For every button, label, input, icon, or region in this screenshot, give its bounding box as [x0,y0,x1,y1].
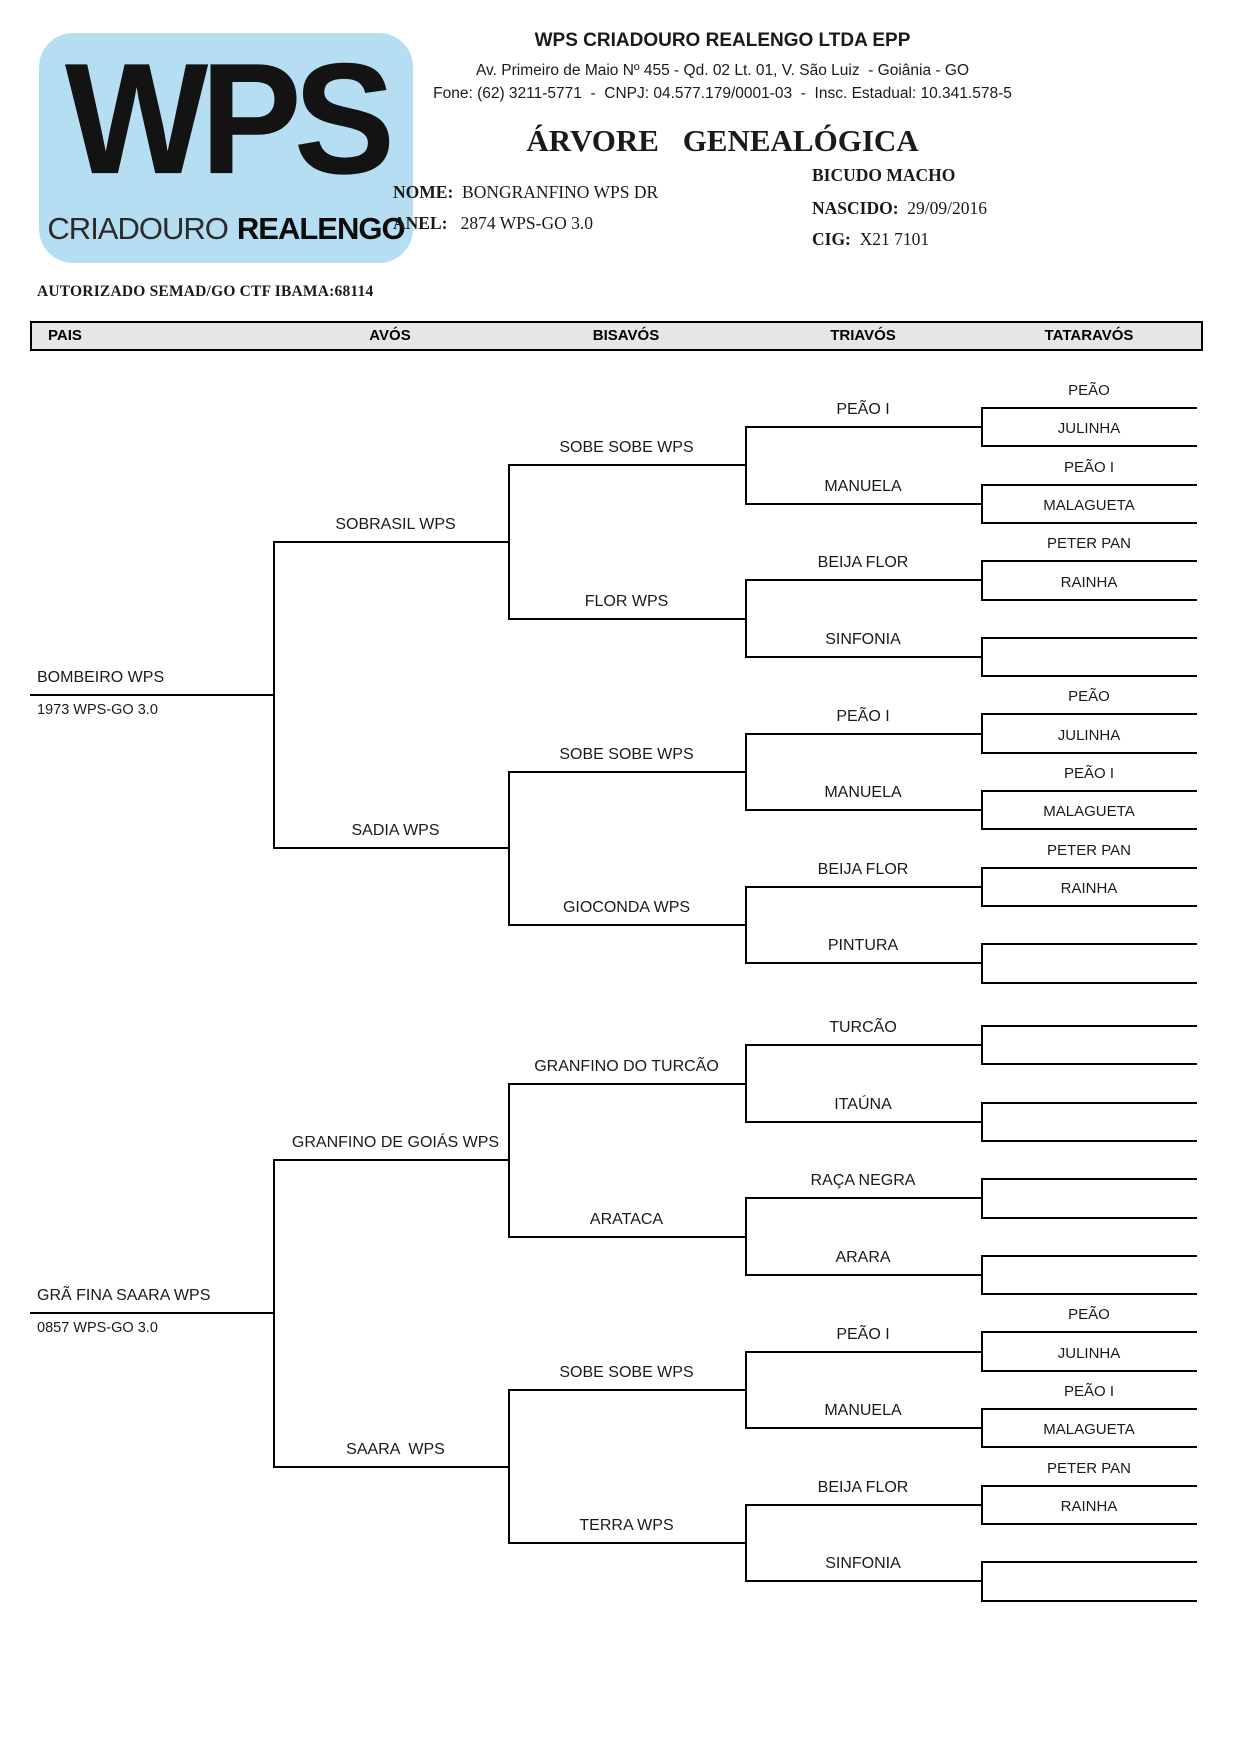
pedigree-hline [508,1542,745,1544]
bisavos-name: ARATACA [589,1210,664,1228]
pedigree-vline [508,1389,510,1544]
pedigree-vline [981,1255,983,1295]
bisavos-name: SOBE SOBE WPS [559,439,694,457]
tataravos-name: PETER PAN [1047,1459,1131,1477]
pedigree-hline [981,1600,1197,1602]
pedigree-hline [745,1044,981,1046]
tataravos-name: JULINHA [1057,1344,1121,1362]
pedigree-vline [981,1485,983,1525]
document-title: ÁRVORE GENEALÓGICA [526,123,919,158]
tataravos-name: PEÃO [1068,688,1110,706]
column-header-bisavos: BISAVÓS [592,327,660,344]
tataravos-name: RAINHA [1060,1497,1118,1515]
pedigree-hline [981,790,1197,792]
pedigree-hline [981,1408,1197,1410]
pedigree-hline [508,618,745,620]
triavos-name: PINTURA [827,937,899,955]
triavos-name: BEIJA FLOR [817,1478,909,1496]
pedigree-hline [508,1083,745,1085]
pedigree-vline [508,771,510,926]
pedigree-hline [981,522,1197,524]
pedigree-hline [981,675,1197,677]
nascido-value: 29/09/2016 [907,198,988,218]
pedigree-vline [745,886,747,965]
pedigree-hline [745,1580,981,1582]
triavos-name: PEÃO I [836,1325,890,1343]
pedigree-vline [981,713,983,753]
pedigree-hline [508,1236,745,1238]
pedigree-hline [30,1312,273,1314]
company-contact-line: Fone: (62) 3211-5771 - CNPJ: 04.577.179/0001-03 - Insc. Estadual: 10.341.578-5 [433,85,1012,102]
logo-subtitle-realengo: REALENGO [236,211,405,246]
bisavos-name: TERRA WPS [579,1517,674,1534]
pedigree-hline [273,847,508,849]
triavos-name: BEIJA FLOR [817,554,909,572]
pedigree-hline [981,560,1197,562]
bisavos-name: SOBE SOBE WPS [559,745,694,763]
pedigree-hline [981,1293,1197,1295]
pedigree-vline [745,426,747,505]
tataravos-name: RAINHA [1060,573,1118,591]
pedigree-vline [745,1504,747,1583]
pedigree-hline [745,962,981,964]
pedigree-hline [981,1561,1197,1563]
pedigree-hline [981,752,1197,754]
column-header-pais: PAIS [48,327,82,344]
pedigree-vline [981,484,983,524]
pedigree-vline [981,1408,983,1448]
ring-number: 0857 WPS-GO 3.0 [37,1320,158,1337]
tataravos-name: MALAGUETA [1043,496,1135,514]
pedigree-hline [745,733,981,735]
pedigree-hline [981,1025,1197,1027]
cig-value: X21 7101 [859,229,930,249]
tataravos-name: PEÃO I [1063,458,1115,476]
pedigree-hline [981,1102,1197,1104]
anel-value: 2874 WPS-GO 3.0 [460,213,593,233]
bisavos-name: SOBE SOBE WPS [559,1363,694,1381]
tataravos-name: PEÃO [1068,1306,1110,1324]
pais-name: BOMBEIRO WPS [37,669,165,687]
pedigree-hline [745,1351,981,1353]
pedigree-hline [273,541,508,543]
pedigree-hline [745,1197,981,1199]
pedigree-vline [745,1351,747,1430]
pedigree-hline [745,579,981,581]
pedigree-vline [508,464,510,619]
pedigree-hline [508,771,745,773]
company-address: Av. Primeiro de Maio Nº 455 - Qd. 02 Lt. 01, V. São Luiz - Goiânia - GO [476,62,969,79]
pedigree-vline [745,1044,747,1123]
pedigree-vline [981,867,983,907]
pedigree-hline [508,924,745,926]
pedigree-hline [273,1466,508,1468]
triavos-name: SINFONIA [825,630,901,648]
avos-name: SADIA WPS [351,822,440,840]
pedigree-hline [981,713,1197,715]
tataravos-name: MALAGUETA [1043,803,1135,821]
pedigree-hline [745,426,981,428]
pedigree-hline [745,503,981,505]
logo-subtitle-criadouro: CRIADOURO [47,211,228,246]
pedigree-vline [981,1561,983,1601]
company-name: WPS CRIADOURO REALENGO LTDA EPP [534,30,911,51]
species-sex: BICUDO MACHO [812,165,956,185]
tataravos-name: PETER PAN [1047,535,1131,553]
tataravos-name: RAINHA [1060,879,1118,897]
pais-name: GRÃ FINA SAARA WPS [37,1287,211,1305]
triavos-name: RAÇA NEGRA [810,1172,916,1190]
pedigree-hline [981,599,1197,601]
tataravos-name: PEÃO [1068,382,1110,399]
column-header-triavos: TRIAVÓS [830,327,896,344]
pedigree-hline [981,1255,1197,1257]
column-header-tataravos: TATARAVÓS [1044,327,1134,344]
pedigree-vline [981,407,983,447]
tataravos-name: PEÃO I [1063,765,1115,782]
pedigree-hline [508,464,745,466]
pedigree-vline [981,1102,983,1142]
pedigree-vline [745,1197,747,1276]
pedigree-hline [981,1331,1197,1333]
pedigree-hline [981,1063,1197,1065]
pedigree-hline [981,1485,1197,1487]
logo-wps-text: WPS [64,30,388,208]
triavos-name: BEIJA FLOR [817,860,909,878]
anel-label: ANEL: [393,213,448,233]
authorization-note: AUTORIZADO SEMAD/GO CTF IBAMA:68114 [37,283,374,300]
pedigree-hline [981,905,1197,907]
pedigree-hline [981,867,1197,869]
triavos-name: SINFONIA [825,1555,901,1573]
nome-value: BONGRANFINO WPS DR [462,182,659,202]
pedigree-vline [981,1178,983,1218]
pedigree-vline [981,1331,983,1371]
triavos-name: MANUELA [824,1402,902,1420]
pedigree-vline [273,1159,275,1467]
pedigree-hline [981,1140,1197,1142]
pedigree-hline [745,1274,981,1276]
triavos-name: ARARA [835,1248,891,1266]
pedigree-hline [981,637,1197,639]
pedigree-hline [981,1217,1197,1219]
cig-label: CIG: [812,229,851,249]
tataravos-name: JULINHA [1057,420,1121,438]
avos-name: SOBRASIL WPS [335,516,456,533]
pedigree-hline [745,1504,981,1506]
pedigree-hline [981,1446,1197,1448]
ring-number: 1973 WPS-GO 3.0 [37,702,158,719]
pedigree-vline [981,1025,983,1065]
bisavos-name: FLOR WPS [584,592,669,610]
pedigree-hline [981,828,1197,830]
triavos-name: MANUELA [824,784,902,802]
pedigree-hline [508,1389,745,1391]
bisavos-name: GIOCONDA WPS [562,899,691,916]
pedigree-hline [981,1178,1197,1180]
pedigree-hline [981,1523,1197,1525]
bisavos-name: GRANFINO DO TURCÃO [534,1057,719,1075]
pedigree-hline [745,656,981,658]
pedigree-vline [981,637,983,677]
pedigree-vline [273,541,275,849]
nascido-label: NASCIDO: [812,198,899,218]
pedigree-vline [745,579,747,658]
pedigree-hline [273,1159,508,1161]
pedigree-hline [30,694,273,696]
triavos-name: PEÃO I [836,401,890,419]
pedigree-hline [745,809,981,811]
pedigree-hline [981,407,1197,409]
column-header-avos: AVÓS [369,327,411,344]
avos-name: GRANFINO DE GOIÁS WPS [291,1134,500,1151]
nome-label: NOME: [393,182,454,202]
pedigree-hline [981,1370,1197,1372]
pedigree-hline [981,445,1197,447]
pedigree-vline [981,560,983,600]
triavos-name: MANUELA [824,477,902,495]
tataravos-name: JULINHA [1057,726,1121,744]
tataravos-name: PEÃO I [1063,1383,1115,1400]
pedigree-hline [981,982,1197,984]
avos-name: SAARA WPS [346,1440,445,1458]
pedigree-hline [745,1121,981,1123]
pedigree-hline [981,943,1197,945]
pedigree-vline [745,733,747,812]
pedigree-hline [745,886,981,888]
pedigree-vline [508,1083,510,1238]
triavos-name: PEÃO I [836,707,890,725]
tataravos-name: MALAGUETA [1043,1421,1135,1439]
triavos-name: TURCÃO [829,1019,897,1037]
pedigree-hline [745,1427,981,1429]
pedigree-hline [981,484,1197,486]
tataravos-name: PETER PAN [1047,841,1131,859]
pedigree-vline [981,943,983,983]
triavos-name: ITAÚNA [834,1095,892,1113]
pedigree-vline [981,790,983,830]
